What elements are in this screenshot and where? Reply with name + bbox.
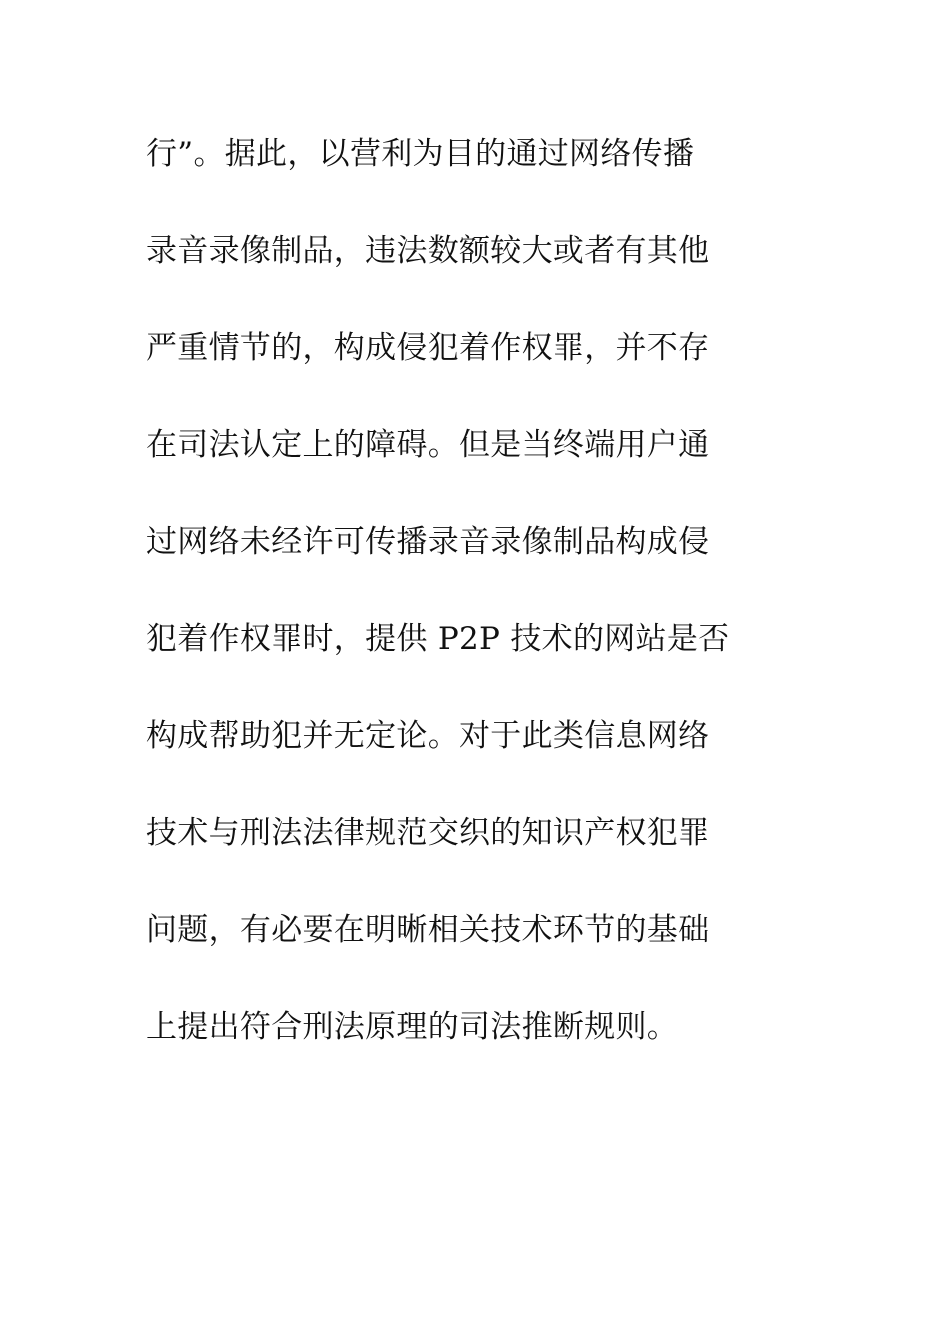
text-line: 严重情节的，构成侵犯着作权罪，并不存	[146, 330, 710, 366]
text-line: 构成帮助犯并无定论。对于此类信息网络	[146, 718, 710, 754]
text-line: 上提出符合刑法原理的司法推断规则。	[146, 1009, 679, 1045]
text-line: 在司法认定上的障碍。但是当终端用户通	[146, 427, 710, 463]
text-line: 过网络未经许可传播录音录像制品构成侵	[146, 524, 710, 560]
text-line: 犯着作权罪时，提供 P2P 技术的网站是否	[146, 621, 730, 657]
text-line: 行”。据此，以营利为目的通过网络传播	[146, 136, 695, 172]
body-paragraph	[146, 128, 806, 1098]
text-line: 问题，有必要在明晰相关技术环节的基础	[146, 912, 710, 948]
text-line: 技术与刑法法律规范交织的知识产权犯罪	[146, 815, 710, 851]
text-line: 录音录像制品，违法数额较大或者有其他	[146, 233, 710, 269]
